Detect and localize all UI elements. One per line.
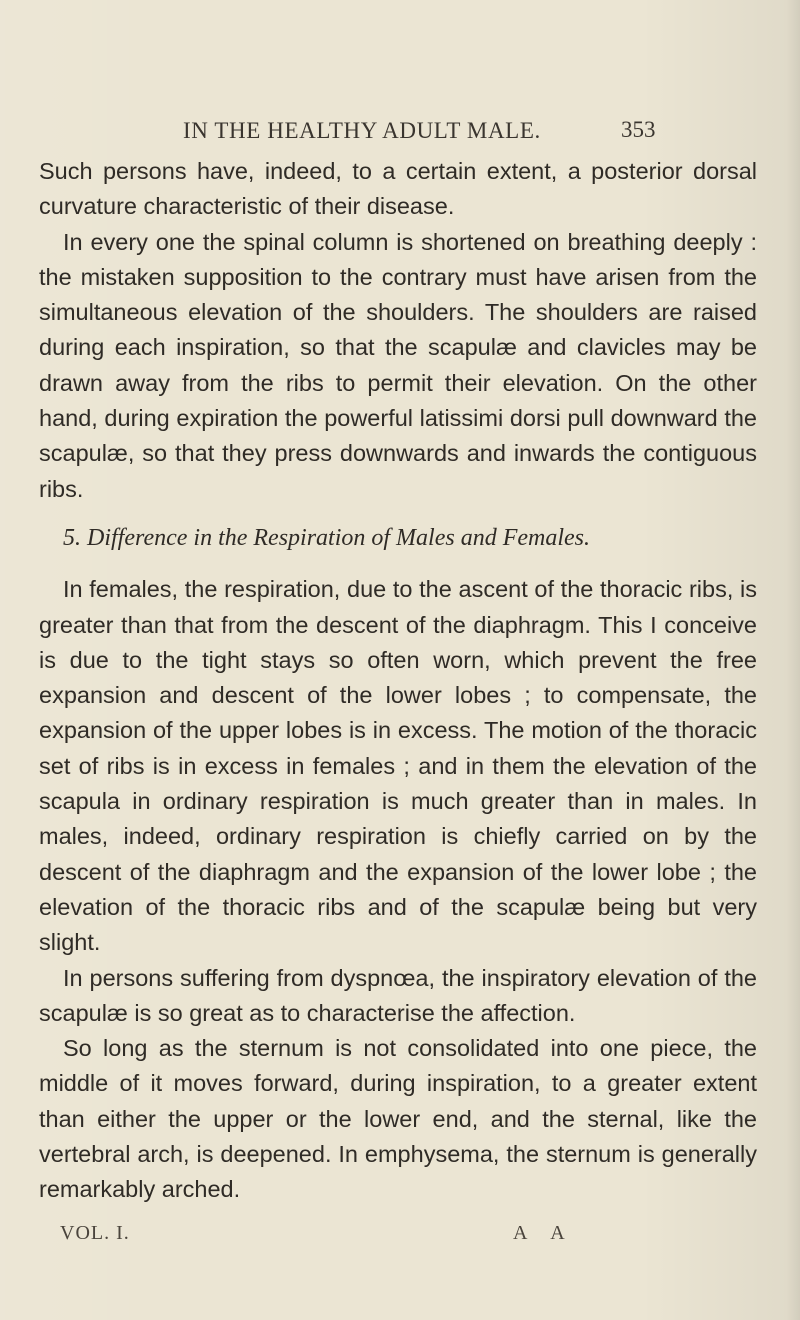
paragraph: In females, the respiration, due to the ascent of the thoracic ribs, is greater than that from the descent of the diaphragm. This I conceive is due to the tight stays so often worn, which prevent the free expansion and descent of the lower lobes ; to compensate, the expansion of the upper lobes is in excess. The motion of the thoracic set of ribs is in excess in females ; and in them the elevation of the scapula in ordinary respiration is much greater than in males. In males, indeed, ordinary respiration is chiefly carried on by the descent of the diaphragm and the expansion of the lower lobe ; the elevation of the thoracic ribs and of the scapulæ being but very slight. [39,576,757,956]
body-text [39,154,757,1208]
paragraph: In persons suffering from dyspnœa, the inspiratory elevation of the scapulæ is so great as to characterise the affection. [39,964,757,1026]
page-edge-shadow [786,0,800,1320]
volume-label: VOL. I. [60,1222,130,1244]
paragraph: Such persons have, indeed, to a certain extent, a posterior dorsal curvature characteristic of their disease. [39,158,757,220]
signature-mark: A A [513,1222,575,1244]
page-number: 353 [621,117,656,142]
running-title: IN THE HEALTHY ADULT MALE. [183,118,541,143]
section-heading: 5. Difference in the Respiration of Males and Females. [63,524,591,551]
paragraph: So long as the sternum is not consolidated into one piece, the middle of it moves forward, during inspiration, to a greater extent than either the upper or the lower end, and the sternal, like the vertebral arch, is deepened. In emphysema, the sternum is generally remarkably arched. [39,1035,757,1203]
paragraph: In every one the spinal column is shortened on breathing deeply : the mistaken supposition to the contrary must have arisen from the simultaneous elevation of the shoulders. The shoulders are raised during each inspiration, so that the scapulæ and clavicles may be drawn away from the ribs to permit their elevation. On the other hand, during expiration the powerful latissimi dorsi pull downward the scapulæ, so that they press downwards and inwards the contiguous ribs. [39,228,757,502]
